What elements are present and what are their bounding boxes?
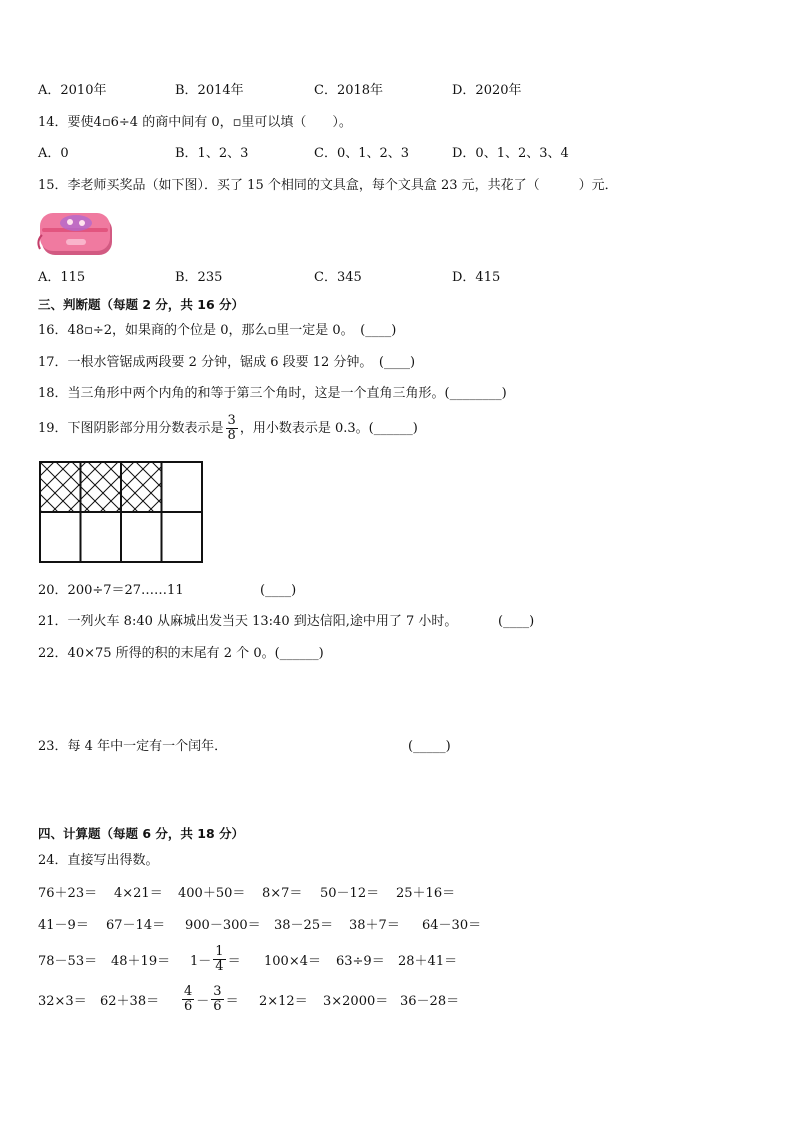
q14-option-b[interactable]: B．1、2、3 (175, 146, 249, 161)
calc-text: 1－ (190, 953, 212, 969)
calc-item: 8×7＝ (262, 885, 303, 901)
calc-item: 48＋19＝ (111, 953, 171, 969)
q15-text: 15．李老师买奖品（如下图）．买了 15 个相同的文具盒，每个文具盒 23 元，共花了（ ）元． (38, 178, 618, 193)
calc-row-3 (38, 942, 508, 976)
fraction-numerator: 4 (184, 983, 193, 999)
q19-fraction-denominator: 8 (227, 428, 236, 443)
q14-options (38, 145, 598, 163)
q24-text: 24．直接写出得数。 (38, 853, 159, 868)
q13-option-d[interactable]: D．2020年 (452, 83, 522, 98)
fraction-numerator: 1 (215, 943, 224, 959)
calc-item: 38－25＝ (274, 917, 334, 933)
q14-text: 14．要使4▫6÷4 的商中间有 0，▫里可以填（ ）。 (38, 115, 352, 130)
fraction-numerator: 3 (213, 983, 222, 999)
q15-option-d[interactable]: D．415 (452, 270, 501, 285)
calc-item: 36－28＝ (400, 993, 460, 1009)
calc-row-1 (38, 874, 508, 908)
q23-blank[interactable]: (_____) (408, 739, 451, 754)
q19-text-after: ，用小数表示是 0.3。(______) (239, 421, 418, 436)
fraction (182, 985, 194, 1014)
calc-item: 400＋50＝ (178, 885, 246, 901)
q21-blank[interactable]: (____) (498, 614, 535, 629)
calc-item: 64－30＝ (422, 917, 482, 933)
q22-text: 22．40×75 所得的积的末尾有 2 个 0。(______) (38, 646, 324, 661)
fraction (211, 985, 223, 1014)
calc-item: 67－14＝ (106, 917, 166, 933)
q16-text: 16．48▫÷2，如果商的个位是 0，那么▫里一定是 0。 (____) (38, 323, 397, 338)
calc-item: 62＋38＝ (100, 993, 160, 1009)
fraction-denominator: 6 (213, 998, 222, 1014)
q19-shaded-cell-1 (40, 462, 81, 512)
q13-option-c[interactable]: C．2018年 (314, 83, 384, 98)
calc-row-4 (38, 982, 508, 1016)
q13-option-a[interactable]: A．2010年 (38, 83, 107, 98)
q15-options (38, 269, 598, 287)
calc-item-fraction (180, 982, 239, 1016)
calc-item: 50－12＝ (320, 885, 380, 901)
q18-text: 18．当三角形中两个内角的和等于第三个角时，这是一个直角三角形。(________) (38, 386, 507, 401)
q14-option-c[interactable]: C．0、1、2、3 (314, 146, 410, 161)
calc-text: ＝ (227, 953, 241, 969)
q19-text-before: 19．下图阴影部分用分数表示是 (38, 421, 224, 436)
q20-blank[interactable]: (____) (260, 583, 297, 598)
fraction (213, 945, 225, 974)
q21-text: 21．一列火车 8:40 从麻城出发当天 13:40 到达信阳,途中用了 7 小时。 (38, 614, 458, 629)
pencil-case-image (36, 205, 116, 263)
calc-item: 38＋7＝ (349, 917, 400, 933)
calc-item: 4×21＝ (114, 885, 163, 901)
calc-text: ＝ (225, 993, 239, 1009)
q19-grid-figure (39, 461, 205, 564)
calc-item: 78－53＝ (38, 953, 98, 969)
calc-item: 63÷9＝ (336, 953, 385, 969)
calc-text: － (196, 993, 210, 1009)
calc-item: 3×2000＝ (323, 993, 389, 1009)
pencil-case-body (38, 213, 112, 255)
fraction-denominator: 4 (215, 958, 224, 974)
fraction-denominator: 6 (184, 998, 193, 1014)
calc-row-2 (38, 906, 508, 940)
q19-fraction-numerator: 3 (227, 413, 236, 428)
q20-text: 20．200÷7＝27……11 (38, 583, 184, 598)
q19-shaded-cell-3 (121, 462, 162, 512)
calc-item: 900－300＝ (185, 917, 261, 933)
q15-option-b[interactable]: B．235 (175, 270, 223, 285)
calc-item-fraction (190, 942, 241, 976)
calc-item: 41－9＝ (38, 917, 89, 933)
q19-line (38, 413, 418, 445)
q23-text: 23．每 4 年中一定有一个闰年． (38, 739, 228, 754)
calc-item: 76＋23＝ (38, 885, 98, 901)
q13-options (38, 82, 598, 100)
q14-option-d[interactable]: D．0、1、2、3、4 (452, 146, 569, 161)
calc-item: 25＋16＝ (396, 885, 456, 901)
calc-item: 100×4＝ (264, 953, 321, 969)
calc-item: 2×12＝ (259, 993, 308, 1009)
q17-text: 17．一根水管锯成两段要 2 分钟，锯成 6 段要 12 分钟。 (____) (38, 355, 416, 370)
q14-option-a[interactable]: A．0 (38, 146, 69, 161)
q15-option-c[interactable]: C．345 (314, 270, 362, 285)
q19-fraction (226, 414, 238, 443)
q15-option-a[interactable]: A．115 (38, 270, 86, 285)
calc-item: 28＋41＝ (398, 953, 458, 969)
section4-title: 四、计算题（每题 6 分，共 18 分） (38, 826, 245, 841)
calc-item: 32×3＝ (38, 993, 87, 1009)
q19-shaded-cell-2 (81, 462, 122, 512)
section3-title: 三、判断题（每题 2 分，共 16 分） (38, 297, 245, 312)
q13-option-b[interactable]: B．2014年 (175, 83, 244, 98)
